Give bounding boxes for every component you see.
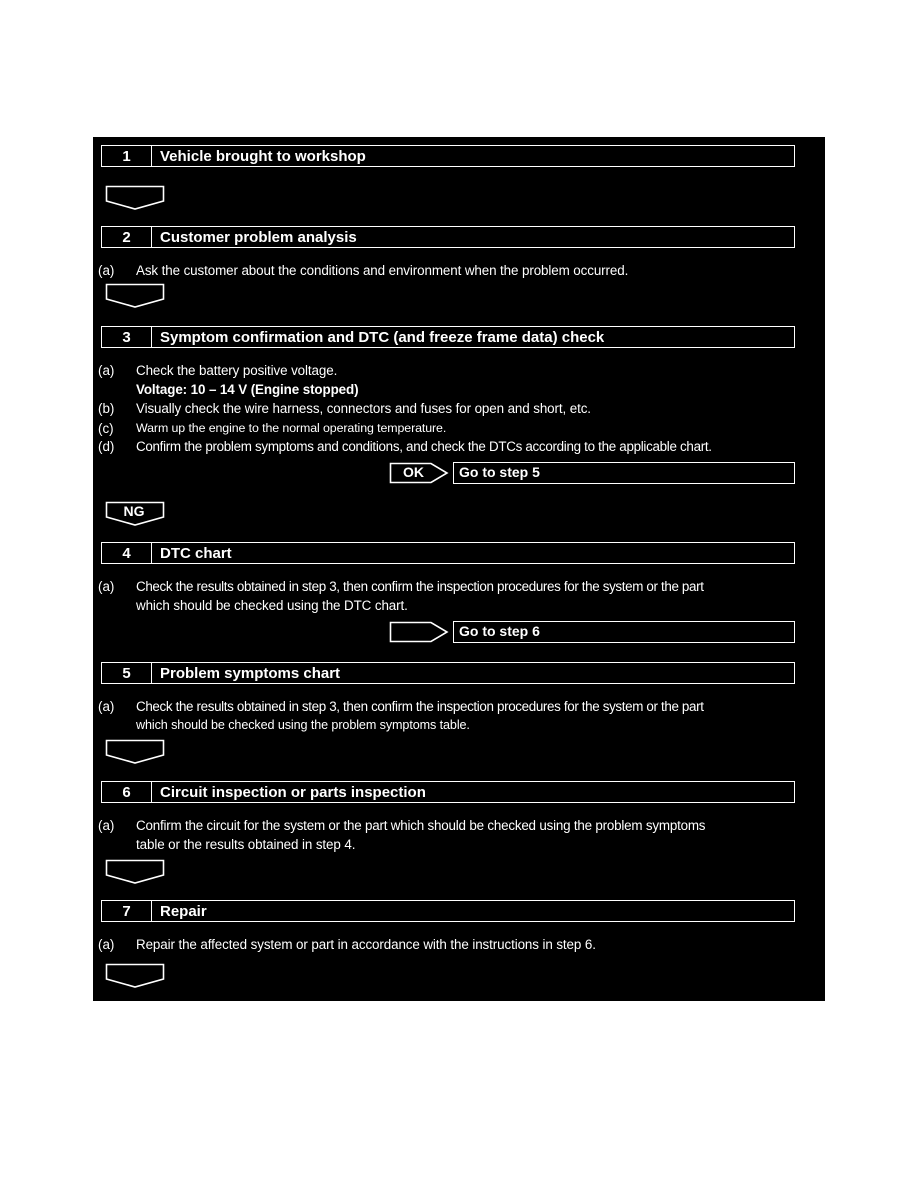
step-6-item-a-label: (a) [98, 818, 115, 833]
step-4-item-a-label: (a) [98, 579, 115, 594]
step-5-item-a-text-cont: which should be checked using the problem symptoms table. [136, 718, 470, 732]
step-6-header [101, 781, 795, 803]
step-3-item-d-text: Confirm the problem symptoms and conditions, and check the DTCs according to the applicable chart. [136, 439, 712, 454]
step-5-arrow-tag [105, 739, 167, 765]
step-4-header [101, 542, 795, 564]
step-4-title: DTC chart [160, 544, 232, 562]
ok-goto-box: Go to step 5 [453, 462, 795, 484]
step-5-number: 5 [102, 663, 152, 683]
step-2-number: 2 [102, 227, 152, 247]
ok-arrow [389, 462, 451, 489]
step-2-item-a-label: (a) [98, 263, 115, 278]
goto-step-6-box: Go to step 6 [453, 621, 795, 643]
step-3-item-b-label: (b) [98, 401, 115, 416]
right-arrow-tag-icon [389, 621, 451, 643]
ok-label: OK [403, 464, 424, 480]
step-1-title: Vehicle brought to workshop [160, 147, 366, 165]
step-3-item-b-text: Visually check the wire harness, connectors and fuses for open and short, etc. [136, 401, 591, 416]
step-4-number: 4 [102, 543, 152, 563]
step-1-header [101, 145, 795, 167]
step-3-item-c-label: (c) [98, 421, 114, 436]
step-7-number: 7 [102, 901, 152, 921]
down-arrow-tag-icon [105, 963, 167, 989]
step-2-header [101, 226, 795, 248]
step-6-item-a-text-cont: table or the results obtained in step 4. [136, 837, 356, 852]
step-4-goto-result [389, 621, 735, 643]
step-7-header [101, 900, 795, 922]
troubleshooting-flowchart [93, 137, 825, 1001]
step-5-header [101, 662, 795, 684]
step-6-arrow-tag [105, 859, 167, 885]
ng-label: NG [123, 503, 145, 519]
step-6-item-a-text: Confirm the circuit for the system or the part which should be checked using the problem symptoms [136, 818, 706, 833]
step-3-voltage-note: Voltage: 10 – 14 V (Engine stopped) [136, 382, 359, 397]
goto-arrow [389, 621, 451, 648]
step-2-title: Customer problem analysis [160, 228, 357, 246]
step-2-arrow-tag [105, 283, 167, 309]
step-3-item-d-label: (d) [98, 439, 115, 454]
step-3-ok-result [389, 462, 735, 484]
step-3-number: 3 [102, 327, 152, 347]
step-6-title: Circuit inspection or parts inspection [160, 783, 426, 801]
step-7-item-a-label: (a) [98, 937, 115, 952]
step-3-item-c-text: Warm up the engine to the normal operating temperature. [136, 421, 447, 435]
step-3-header [101, 326, 795, 348]
step-7-item-a-text: Repair the affected system or part in accordance with the instructions in step 6. [136, 937, 596, 952]
step-1-arrow-tag [105, 185, 167, 211]
step-6-number: 6 [102, 782, 152, 802]
step-7-title: Repair [160, 902, 207, 920]
step-5-item-a-text: Check the results obtained in step 3, then confirm the inspection procedures for the system or the part [136, 699, 704, 714]
step-3-ng-tag [105, 501, 167, 527]
down-arrow-tag-icon [105, 283, 167, 309]
step-5-item-a-label: (a) [98, 699, 115, 714]
down-arrow-tag-icon [105, 859, 167, 885]
step-1-number: 1 [102, 146, 152, 166]
step-4-item-a-text-cont: which should be checked using the DTC chart. [136, 598, 408, 613]
step-3-item-a-text: Check the battery positive voltage. [136, 363, 338, 378]
step-3-item-a-label: (a) [98, 363, 115, 378]
step-3-title: Symptom confirmation and DTC (and freeze frame data) check [160, 328, 605, 346]
step-4-item-a-text: Check the results obtained in step 3, then confirm the inspection procedures for the system or the part [136, 579, 704, 594]
down-arrow-tag-icon [105, 185, 167, 211]
down-arrow-tag-icon [105, 739, 167, 765]
step-2-item-a-text: Ask the customer about the conditions and environment when the problem occurred. [136, 263, 629, 278]
step-7-arrow-tag [105, 963, 167, 989]
step-5-title: Problem symptoms chart [160, 664, 341, 682]
